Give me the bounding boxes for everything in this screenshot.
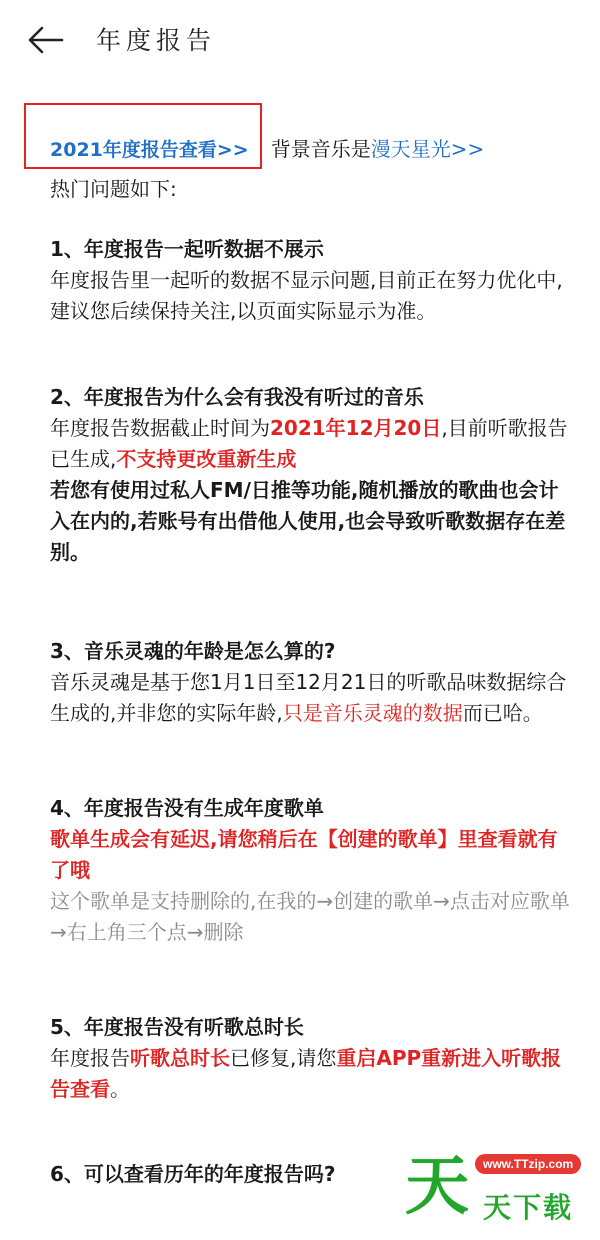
watermark-logo-glyph: 天 [405, 1150, 469, 1224]
arrow-left-icon [26, 24, 66, 56]
faq-item [50, 382, 570, 568]
answer-text: 音乐灵魂是基于您1月1日至12月21日的听歌品味数据综合生成的,并非您的实际年龄, [50, 670, 567, 725]
faq-answer [50, 413, 570, 475]
answer-text: 。 [110, 1077, 130, 1101]
top-bar [0, 0, 600, 84]
answer-highlight: 听歌总时长 [130, 1046, 230, 1070]
faq-answer-bold: 若您有使用过私人FM/日推等功能,随机播放的歌曲也会计入在内的,若账号有出借他人使用,也会导致听歌数据存在差别。 [50, 478, 566, 564]
answer-text: 已修复,请您 [230, 1046, 337, 1070]
page-title: 年度报告 [96, 26, 217, 55]
answer-text: 而已哈。 [462, 701, 543, 725]
article-body [50, 134, 570, 1190]
faq-question: 2、年度报告为什么会有我没有听过的音乐 [50, 385, 424, 409]
answer-text: 年度报告 [50, 1046, 130, 1070]
intro-text: 热门问题如下: [50, 177, 177, 201]
faq-item [50, 793, 570, 948]
answer-highlight: 只是音乐灵魂的数据 [282, 701, 463, 725]
faq-question: 1、年度报告一起听数据不展示 [50, 237, 324, 261]
faq-answer [50, 1043, 570, 1105]
faq-answer [50, 667, 570, 729]
faq-item [50, 1012, 570, 1105]
answer-text: ,目前听歌报告已生成, [50, 416, 568, 471]
faq-item [50, 636, 570, 729]
faq-question: 3、音乐灵魂的年龄是怎么算的? [50, 639, 336, 663]
annual-report-link-label: 2021年度报告查看>> [50, 139, 249, 161]
answer-text: 年度报告数据截止时间为 [50, 416, 270, 440]
faq-question: 6、可以查看历年的年度报告吗? [50, 1162, 336, 1186]
answer-highlight: 不支持更改重新生成 [116, 447, 297, 471]
faq-answer-highlight: 歌单生成会有延迟,请您稍后在【创建的歌单】里查看就有了哦 [50, 827, 558, 882]
faq-answer-muted: 这个歌单是支持删除的,在我的→创建的歌单→点击对应歌单→右上角三个点→删除 [50, 889, 570, 944]
faq-item [50, 234, 570, 327]
answer-highlight: 重启APP重新进入听歌报告查看 [50, 1046, 562, 1101]
watermark-logo-text: 天下载 [483, 1191, 574, 1224]
bgm-song-link[interactable]: 漫天星光>> [370, 137, 485, 161]
faq-answer: 年度报告里一起听的数据不显示问题,目前正在努力优化中,建议您后续保持关注,以页面实际显示为准。 [50, 268, 563, 323]
faq-question: 5、年度报告没有听歌总时长 [50, 1015, 304, 1039]
site-watermark [405, 1148, 595, 1226]
bgm-label: 背景音乐是 [270, 137, 371, 161]
top-links-row [50, 134, 570, 174]
back-button[interactable] [26, 24, 66, 56]
faq-question: 4、年度报告没有生成年度歌单 [50, 796, 324, 820]
answer-highlight: 2021年12月20日 [270, 416, 442, 440]
highlight-box [24, 103, 262, 169]
annual-report-link[interactable] [50, 135, 249, 166]
watermark-url-badge: www.TTzip.com [475, 1154, 581, 1174]
